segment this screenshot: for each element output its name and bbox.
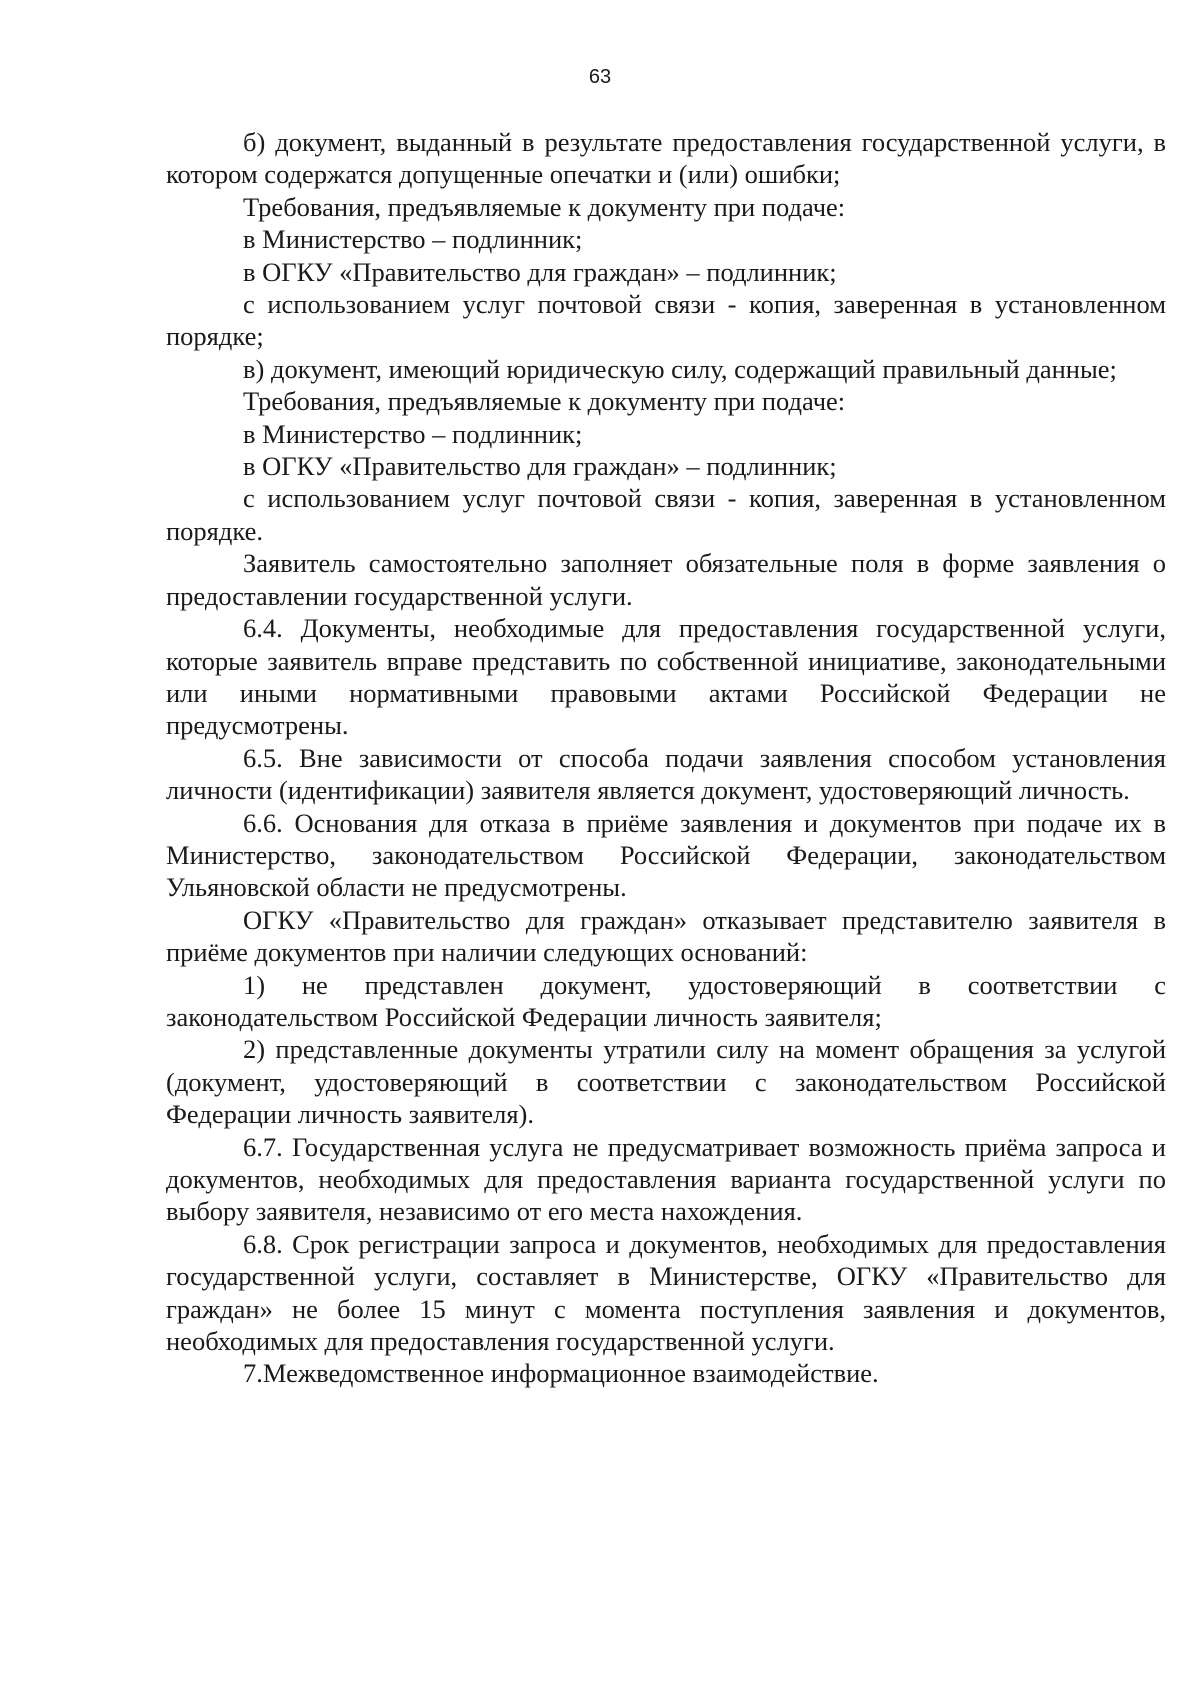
paragraph: б) документ, выданный в результате предоставления государственной услуги, в котором содержатся допущенные опечатки и (или) ошибки; [166,127,1166,190]
paragraph: с использованием услуг почтовой связи - копия, заверенная в установленном порядке. [166,483,1166,546]
section-heading: 7.Межведомственное информационное взаимодействие. [243,1358,879,1389]
paragraph: с использованием услуг почтовой связи - копия, заверенная в установленном порядке; [166,289,1166,352]
paragraph: в Министерство – подлинник; [243,418,583,449]
paragraph: ОГКУ «Правительство для граждан» отказывает представителю заявителя в приёме документов при наличии следующих оснований: [166,904,1166,968]
paragraph: 6.6. Основания для отказа в приёме заявления и документов при подаче их в Министерство, законодательством Российской Федерации, законодательством Ульяновской области не предусмотрены. [166,807,1166,903]
paragraph: 6.8. Срок регистрации запроса и документов, необходимых для предоставления государственной услуги, составляет в Министерстве, ОГКУ «Правительство для граждан» не более 15 минут с момента поступления заявления и документов, необходимых для предоставления государственной услуги. [166,1228,1166,1357]
paragraph: в ОГКУ «Правительство для граждан» – подлинник; [243,451,837,482]
paragraph: в ОГКУ «Правительство для граждан» – подлинник; [243,256,837,287]
paragraph: 2) представленные документы утратили силу на момент обращения за услугой (документ, удостоверяющий в соответствии с законодательством Российской Федерации личность заявителя). [166,1034,1166,1130]
paragraph: Требования, предъявляемые к документу при подаче: [243,191,846,222]
paragraph: Заявитель самостоятельно заполняет обязательные поля в форме заявления о предоставлении государственной услуги. [166,548,1166,611]
paragraph: в Министерство – подлинник; [243,224,583,255]
paragraph: 6.7. Государственная услуга не предусматривает возможность приёма запроса и документов, необходимых для предоставления варианта государственной услуги по выбору заявителя, независимо от его места нахождения. [166,1131,1166,1227]
paragraph: Требования, предъявляемые к документу при подаче: [243,386,846,417]
paragraph: в) документ, имеющий юридическую силу, содержащий правильный данные; [243,353,1117,384]
paragraph: 6.5. Вне зависимости от способа подачи заявления способом установления личности (идентификации) заявителя является документ, удостоверяющий личность. [166,742,1166,806]
document-body [166,126,1166,1390]
paragraph: 6.4. Документы, необходимые для предоставления государственной услуги, которые заявитель вправе представить по собственной инициативе, законодательными или иными нормативными правовыми актами Российской Федерации не предусмотрены. [166,613,1166,741]
paragraph: 1) не представлен документ, удостоверяющий в соответствии с законодательством Российской Федерации личность заявителя; [166,969,1166,1032]
page-number: 63 [588,66,612,88]
